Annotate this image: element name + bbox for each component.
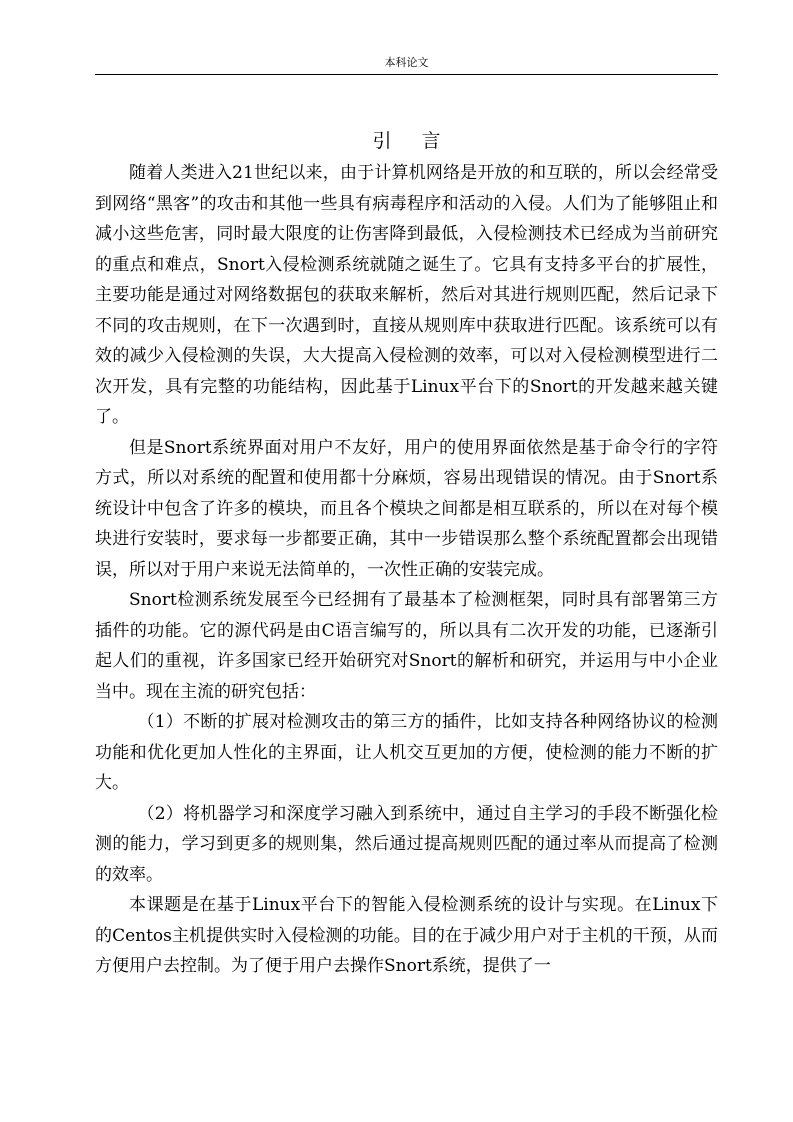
section-heading: 引言 [372, 130, 471, 152]
list-item-2: （2）将机器学习和深度学习融入到系统中，通过自主学习的手段不断强化检测的能力，学习到更多的规则集，然后通过提高规则匹配的通过率从而提高了检测的效率。 [95, 803, 718, 885]
paragraph-4: 本课题是在基于Linux平台下的智能入侵检测系统的设计与实现。在Linux下的Centos主机提供实时入侵检测的功能。目的在于减少用户对于主机的干预，从而方便用户去控制。为了便于用户去操作Snort系统，提供了一 [95, 895, 718, 976]
paragraph-2: 但是Snort系统界面对用户不友好，用户的使用界面依然是基于命令行的字符方式，所以对系统的配置和使用都十分麻烦，容易出现错误的情况。由于Snort系统设计中包含了许多的模块，而且各个模块之间都是相互联系的，所以在对每个模块进行安装时，要求每一步都要正确，其中一步错误那么整个系统配置都会出现错误，所以对于用户来说无法简单的，一次性正确的安装完成。 [95, 437, 718, 580]
running-header [95, 56, 718, 75]
paragraph-3: Snort检测系统发展至今已经拥有了最基本了检测框架，同时具有部署第三方插件的功能。它的源代码是由C语言编写的，所以具有二次开发的功能，已逐渐引起人们的重视，许多国家已经开始研究对Snort的解析和研究，并运用与中小企业当中。现在主流的研究包括： [95, 590, 718, 702]
body-text [95, 158, 718, 982]
paragraph-1: 随着人类进入21世纪以来，由于计算机网络是开放的和互联的，所以会经常受到网络“黑客”的攻击和其他一些具有病毒程序和活动的入侵。人们为了能够阻止和减小这些危害，同时最大限度的让伤害降到最低，入侵检测技术已经成为当前研究的重点和难点，Snort入侵检测系统就随之诞生了。它具有支持多平台的扩展性，主要功能是通过对网络数据包的获取来解析，然后对其进行规则匹配，然后记录下不同的攻击规则，在下一次遇到时，直接从规则库中获取进行匹配。该系统可以有效的减少入侵检测的失误，大大提高入侵检测的效率，可以对入侵检测模型进行二次开发，具有完整的功能结构，因此基于Linux平台下的Snort的开发越来越关键了。 [95, 163, 718, 427]
list-item-1: （1）不断的扩展对检测攻击的第三方的插件，比如支持各种网络协议的检测功能和优化更加人性化的主界面，让人机交互更加的方便，使检测的能力不断的扩大。 [95, 712, 718, 793]
running-header-title: 本科论文 [384, 56, 429, 69]
